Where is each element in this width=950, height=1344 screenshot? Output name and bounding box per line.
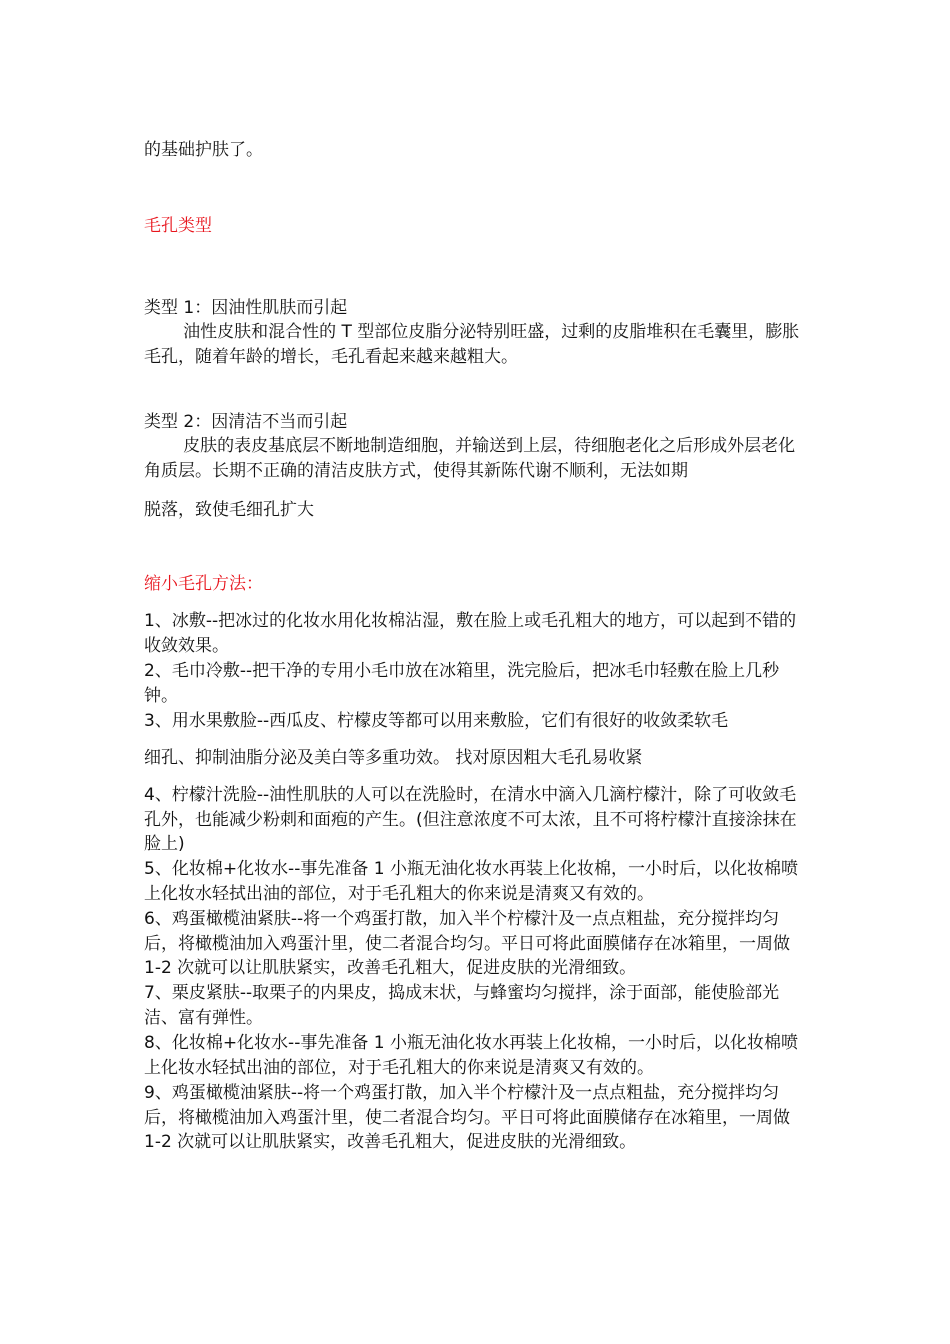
type1-body: 油性皮肤和混合性的 T 型部位皮脂分泌特别旺盛，过剩的皮脂堆积在毛囊里，膨胀毛孔，随着年龄的增长，毛孔看起来越来越粗大。 (144, 322, 800, 367)
continuation-text: 的基础护肤了。 (144, 140, 263, 160)
heading-pore-types: 毛孔类型 (144, 216, 212, 236)
method-7: 7、栗皮紧肤--取栗子的内果皮，捣成末状，与蜂蜜均匀搅拌，涂于面部，能使脸部光洁、富有弹性。 (144, 983, 780, 1028)
type2-body-line2: 脱落，致使毛细孔扩大 (144, 500, 314, 520)
method-8: 8、化妆棉+化妆水--事先准备 1 小瓶无油化妆水再装上化妆棉，一小时后，以化妆棉喷上化妆水轻拭出油的部位，对于毛孔粗大的你来说是清爽又有效的。 (144, 1033, 798, 1078)
method-3-line1: 3、用水果敷脸--西瓜皮、柠檬皮等都可以用来敷脸，它们有很好的收敛柔软毛 (144, 711, 729, 731)
method-3-line2: 细孔、抑制油脂分泌及美白等多重功效。 找对原因粗大毛孔易收紧 (144, 748, 643, 768)
type1-title: 类型 1：因油性肌肤而引起 (144, 298, 348, 318)
method-4: 4、柠檬汁洗脸--油性肌肤的人可以在洗脸时，在清水中滴入几滴柠檬汁，除了可收敛毛孔外，也能减少粉刺和面疱的产生。(但注意浓度不可太浓，且不可将柠檬汁直接涂抹在脸上) (144, 785, 797, 854)
method-1: 1、冰敷--把冰过的化妆水用化妆棉沾湿，敷在脸上或毛孔粗大的地方，可以起到不错的收敛效果。 (144, 611, 797, 656)
type2-body-line1: 皮肤的表皮基底层不断地制造细胞，并输送到上层，待细胞老化之后形成外层老化角质层。长期不正确的清洁皮肤方式，使得其新陈代谢不顺利，无法如期 (144, 436, 796, 481)
type2-title: 类型 2：因清洁不当而引起 (144, 412, 348, 432)
method-6: 6、鸡蛋橄榄油紧肤--将一个鸡蛋打散，加入半个柠檬汁及一点点粗盐，充分搅拌均匀后，将橄榄油加入鸡蛋汁里，使二者混合均匀。平日可将此面膜储存在冰箱里，一周做 1-2 次就可以让肌肤紧实，改善毛孔粗大，促进皮肤的光滑细致。 (144, 909, 790, 978)
method-9: 9、鸡蛋橄榄油紧肤--将一个鸡蛋打散，加入半个柠檬汁及一点点粗盐，充分搅拌均匀后，将橄榄油加入鸡蛋汁里，使二者混合均匀。平日可将此面膜储存在冰箱里，一周做 1-2 次就可以让肌肤紧实，改善毛孔粗大，促进皮肤的光滑细致。 (144, 1083, 790, 1152)
method-5: 5、化妆棉+化妆水--事先准备 1 小瓶无油化妆水再装上化妆棉，一小时后，以化妆棉喷上化妆水轻拭出油的部位，对于毛孔粗大的你来说是清爽又有效的。 (144, 859, 798, 904)
method-2: 2、毛巾冷敷--把干净的专用小毛巾放在冰箱里，洗完脸后，把冰毛巾轻敷在脸上几秒钟。 (144, 661, 780, 706)
heading-methods: 缩小毛孔方法： (144, 574, 263, 594)
